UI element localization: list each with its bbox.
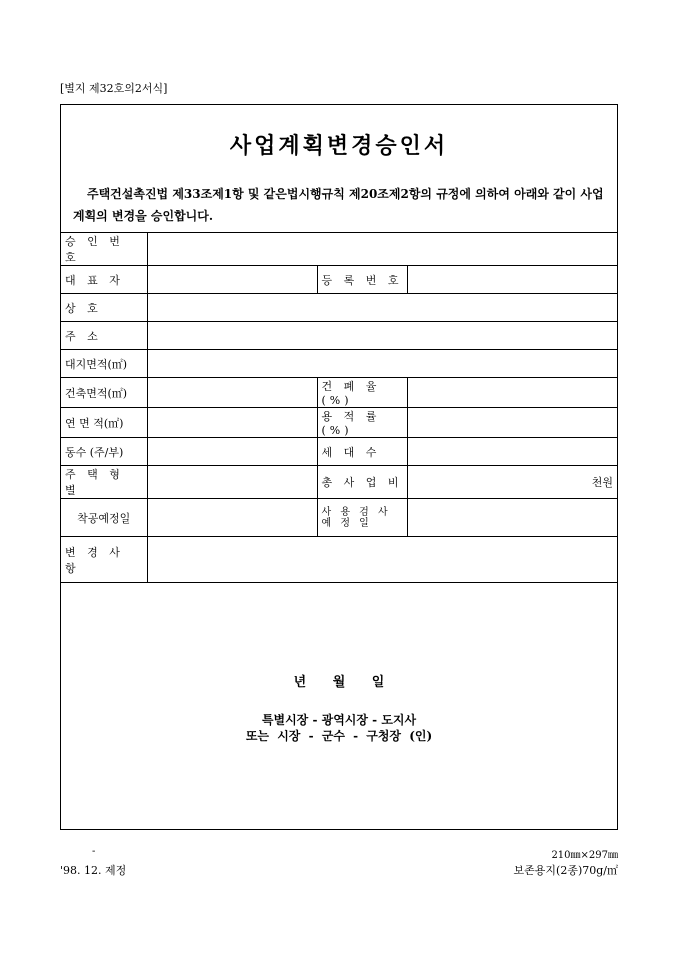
approval-form — [60, 104, 618, 830]
row-representative — [61, 266, 617, 294]
label-coverage-ratio: 건 폐 율(%) — [317, 378, 407, 408]
value-housing-type[interactable] — [147, 466, 317, 499]
value-start-date[interactable] — [147, 499, 317, 537]
value-inspection-date[interactable] — [407, 499, 617, 537]
label-buildings: 동수 (주/부) — [61, 438, 147, 466]
value-representative[interactable] — [147, 266, 317, 294]
signature-line-2: 또는 시장 - 군수 - 구청장 (인) — [245, 729, 433, 743]
row-start-date — [61, 499, 617, 537]
value-far[interactable] — [407, 408, 617, 438]
label-households: 세 대 수 — [317, 438, 407, 466]
form-title: 사업계획변경승인서 — [229, 133, 449, 159]
form-table — [61, 232, 617, 583]
signature-line-1: 특별시장 - 광역시장 - 도지사 — [261, 713, 417, 727]
label-trade-name: 상 호 — [61, 294, 147, 322]
footer-paper-size: 210㎜×297㎜ — [551, 850, 618, 861]
label-registration-no: 등 록 번 호 — [317, 266, 407, 294]
row-building-area — [61, 378, 617, 408]
row-site-area — [61, 350, 617, 378]
label-inspection-line2: 예 정 일 — [321, 517, 372, 529]
footer-enacted: '98. 12. 제정 — [60, 864, 127, 877]
label-start-date: 착공예정일 — [61, 499, 147, 537]
value-site-area[interactable] — [147, 350, 617, 378]
label-approval-no: 승 인 번 호 — [61, 233, 147, 266]
form-number-label: [별지 제32호의2서식] — [60, 82, 168, 95]
label-building-area: 건축면적(㎡) — [61, 378, 147, 408]
row-floor-area — [61, 408, 617, 438]
label-far: 용 적 률(%) — [317, 408, 407, 438]
label-address: 주 소 — [61, 322, 147, 350]
label-representative: 대 표 자 — [61, 266, 147, 294]
value-address[interactable] — [147, 322, 617, 350]
value-coverage-ratio[interactable] — [407, 378, 617, 408]
label-inspection-line1: 사 용 검 사 — [321, 506, 391, 518]
label-changes: 변 경 사 항 — [61, 537, 147, 583]
value-trade-name[interactable] — [147, 294, 617, 322]
row-trade-name — [61, 294, 617, 322]
label-inspection-date — [317, 499, 407, 537]
value-floor-area[interactable] — [147, 408, 317, 438]
value-total-cost[interactable] — [407, 466, 617, 499]
date-line: 년 월 일 — [293, 675, 385, 690]
value-building-area[interactable] — [147, 378, 317, 408]
intro-text: 주택건설촉진법 제33조제1항 및 같은법시행규칙 제20조제2항의 규정에 의하여 아래와 같이 사업계획의 변경을 승인합니다. — [73, 187, 604, 223]
label-site-area: 대지면적(㎡) — [61, 350, 147, 378]
cost-unit: 천원 — [591, 476, 614, 489]
row-housing-type — [61, 466, 617, 499]
label-housing-type: 주 택 형 별 — [61, 466, 147, 499]
row-approval-no — [61, 233, 617, 266]
label-total-cost: 총 사 업 비 — [317, 466, 407, 499]
value-approval-no[interactable] — [147, 233, 617, 266]
footer-paper-type: 보존용지(2종)70g/㎡ — [513, 864, 618, 877]
row-changes — [61, 537, 617, 583]
footer-dash: - — [92, 846, 96, 857]
value-registration-no[interactable] — [407, 266, 617, 294]
label-floor-area: 연 면 적(㎡) — [61, 408, 147, 438]
row-address — [61, 322, 617, 350]
row-buildings — [61, 438, 617, 466]
value-changes[interactable] — [147, 537, 617, 583]
value-households[interactable] — [407, 438, 617, 466]
value-buildings[interactable] — [147, 438, 317, 466]
